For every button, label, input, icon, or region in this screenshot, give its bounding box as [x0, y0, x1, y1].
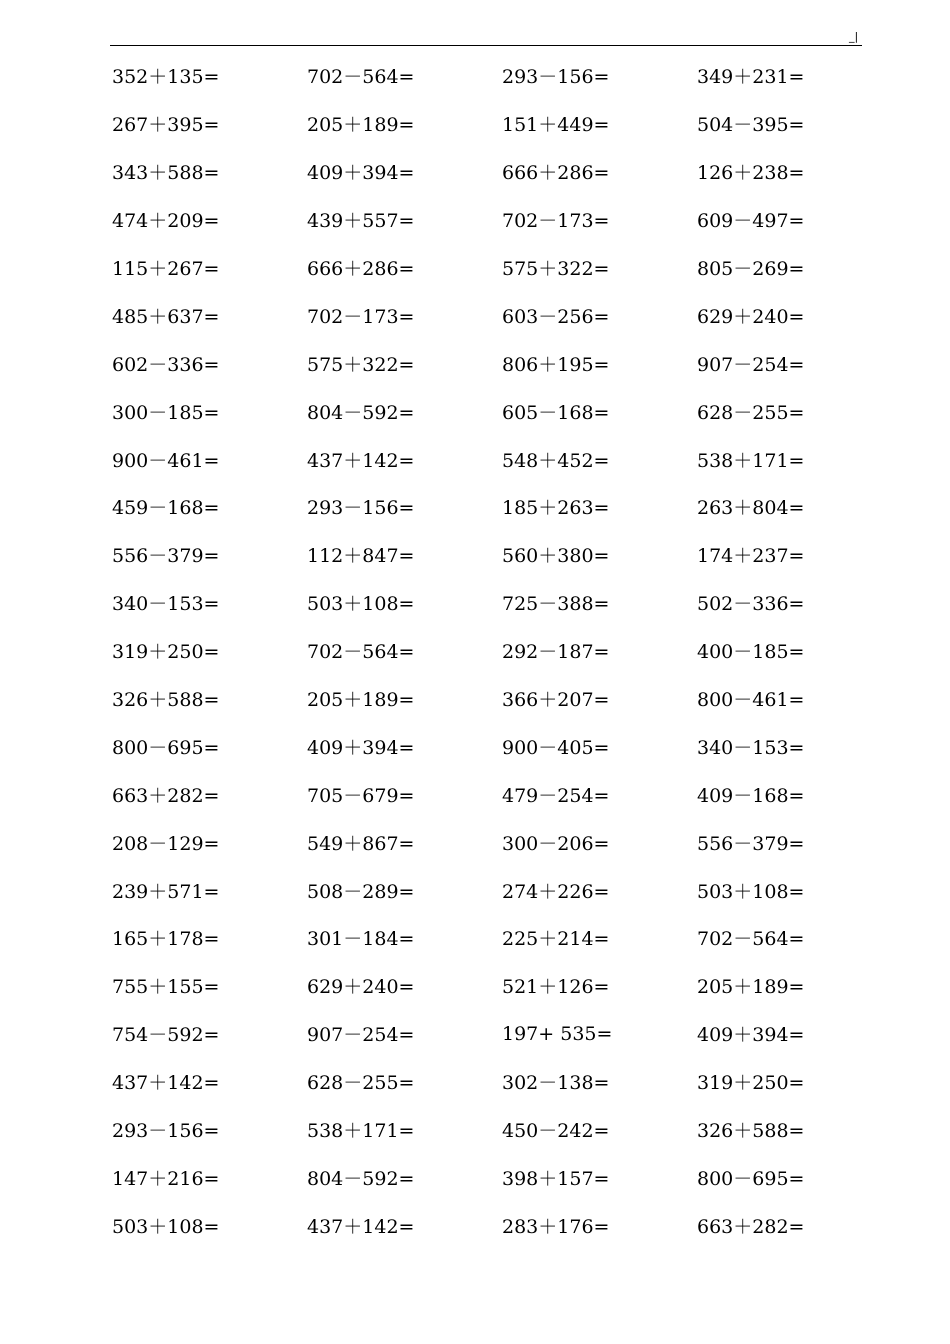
problem-row	[112, 1106, 892, 1154]
arithmetic-problem: 283＋176=	[502, 1215, 610, 1238]
problem-row	[112, 435, 892, 483]
problem-row	[112, 722, 892, 770]
arithmetic-problem: 115＋267=	[112, 258, 220, 280]
problem-row	[112, 1058, 892, 1106]
arithmetic-problem: 165＋178=	[112, 928, 220, 951]
arithmetic-problem: 800－695=	[697, 1167, 805, 1190]
problem-grid	[112, 52, 892, 1249]
arithmetic-problem: 437＋142=	[307, 1215, 415, 1238]
arithmetic-problem: 755＋155=	[112, 976, 220, 999]
problem-row	[112, 244, 892, 292]
arithmetic-problem: 301－184=	[307, 928, 415, 951]
problem-row	[112, 148, 892, 196]
problem-row	[112, 914, 892, 962]
arithmetic-problem: 629＋240=	[307, 976, 415, 999]
arithmetic-problem: 205＋189=	[307, 114, 415, 137]
arithmetic-problem: 702－564=	[307, 641, 415, 664]
arithmetic-problem: 208－129=	[112, 832, 220, 855]
arithmetic-problem: 326＋588=	[112, 689, 220, 712]
arithmetic-problem: 504－395=	[697, 114, 805, 137]
arithmetic-problem: 352＋135=	[112, 66, 220, 89]
arithmetic-problem: 900－405=	[502, 736, 610, 759]
arithmetic-problem: 705－679=	[307, 784, 415, 807]
arithmetic-problem: 197+ 535=	[502, 1022, 613, 1045]
arithmetic-problem: 575＋322=	[502, 258, 610, 280]
arithmetic-problem: 629＋240=	[697, 305, 805, 328]
arithmetic-problem: 112＋847=	[307, 545, 415, 568]
arithmetic-problem: 663＋282=	[112, 784, 220, 807]
problem-row	[112, 675, 892, 723]
header-rule	[110, 45, 862, 46]
arithmetic-problem: 400－185=	[697, 641, 805, 664]
arithmetic-problem: 805－269=	[697, 258, 805, 280]
problem-row	[112, 196, 892, 244]
arithmetic-problem: 437＋142=	[307, 449, 415, 472]
arithmetic-problem: 409＋394=	[307, 736, 415, 759]
arithmetic-problem: 800－695=	[112, 736, 220, 759]
problem-row	[112, 962, 892, 1010]
header-mark: _|	[849, 30, 859, 43]
arithmetic-problem: 274＋226=	[502, 880, 610, 903]
arithmetic-problem: 754－592=	[112, 1024, 220, 1047]
arithmetic-problem: 804－592=	[307, 1167, 415, 1190]
arithmetic-problem: 521＋126=	[502, 976, 610, 999]
arithmetic-problem: 300－185=	[112, 401, 220, 424]
arithmetic-problem: 609－497=	[697, 210, 805, 233]
arithmetic-problem: 300－206=	[502, 832, 610, 855]
problem-row	[112, 100, 892, 148]
problem-row	[112, 1153, 892, 1201]
arithmetic-problem: 485＋637=	[112, 305, 220, 328]
arithmetic-problem: 508－289=	[307, 880, 415, 903]
problem-row	[112, 770, 892, 818]
arithmetic-problem: 340－153=	[697, 736, 805, 759]
problem-row	[112, 52, 892, 100]
problem-row	[112, 1201, 892, 1249]
problem-row	[112, 339, 892, 387]
arithmetic-problem: 603－256=	[502, 305, 610, 328]
arithmetic-problem: 560＋380=	[502, 545, 610, 568]
arithmetic-problem: 907－254=	[307, 1024, 415, 1047]
arithmetic-problem: 459－168=	[112, 497, 220, 520]
arithmetic-problem: 538＋171=	[697, 449, 805, 472]
arithmetic-problem: 151＋449=	[502, 114, 610, 137]
arithmetic-problem: 556－379=	[112, 545, 220, 568]
problem-row	[112, 1010, 892, 1058]
arithmetic-problem: 267＋395=	[112, 114, 220, 137]
arithmetic-problem: 702－173=	[307, 305, 415, 328]
arithmetic-problem: 806＋195=	[502, 353, 610, 376]
arithmetic-problem: 575＋322=	[307, 353, 415, 376]
arithmetic-problem: 205＋189=	[307, 689, 415, 712]
arithmetic-problem: 437＋142=	[112, 1072, 220, 1095]
arithmetic-problem: 293－156=	[502, 66, 610, 89]
arithmetic-problem: 263＋804=	[697, 497, 805, 520]
arithmetic-problem: 349＋231=	[697, 66, 805, 89]
problem-row	[112, 531, 892, 579]
arithmetic-problem: 319＋250=	[697, 1072, 805, 1095]
problem-row	[112, 866, 892, 914]
arithmetic-problem: 549＋867=	[307, 832, 415, 855]
arithmetic-problem: 205＋189=	[697, 976, 805, 999]
arithmetic-problem: 409＋394=	[307, 162, 415, 185]
arithmetic-problem: 702－564=	[697, 928, 805, 951]
arithmetic-problem: 366＋207=	[502, 689, 610, 712]
arithmetic-problem: 900－461=	[112, 449, 220, 472]
arithmetic-problem: 326＋588=	[697, 1120, 805, 1143]
arithmetic-problem: 398＋157=	[502, 1167, 610, 1190]
problem-row	[112, 579, 892, 627]
arithmetic-problem: 292－187=	[502, 641, 610, 664]
problem-row	[112, 818, 892, 866]
arithmetic-problem: 556－379=	[697, 832, 805, 855]
arithmetic-problem: 174＋237=	[697, 545, 805, 568]
arithmetic-problem: 628－255=	[307, 1072, 415, 1095]
arithmetic-problem: 503＋108=	[307, 593, 415, 616]
arithmetic-problem: 343＋588=	[112, 162, 220, 185]
arithmetic-problem: 409－168=	[697, 784, 805, 807]
arithmetic-problem: 663＋282=	[697, 1215, 805, 1238]
arithmetic-problem: 907－254=	[697, 353, 805, 376]
arithmetic-problem: 225＋214=	[502, 928, 610, 951]
arithmetic-problem: 702－173=	[502, 210, 610, 233]
arithmetic-problem: 804－592=	[307, 401, 415, 424]
arithmetic-problem: 502－336=	[697, 593, 805, 616]
arithmetic-problem: 666＋286=	[307, 258, 415, 280]
arithmetic-problem: 538＋171=	[307, 1120, 415, 1143]
arithmetic-problem: 725－388=	[502, 593, 610, 616]
arithmetic-problem: 450－242=	[502, 1120, 610, 1143]
arithmetic-problem: 605－168=	[502, 401, 610, 424]
arithmetic-problem: 293－156=	[112, 1120, 220, 1143]
arithmetic-problem: 147＋216=	[112, 1167, 220, 1190]
arithmetic-problem: 302－138=	[502, 1072, 610, 1095]
arithmetic-problem: 293－156=	[307, 497, 415, 520]
arithmetic-problem: 666＋286=	[502, 162, 610, 185]
arithmetic-problem: 479－254=	[502, 784, 610, 807]
problem-row	[112, 483, 892, 531]
arithmetic-problem: 409＋394=	[697, 1024, 805, 1047]
arithmetic-problem: 602－336=	[112, 353, 220, 376]
arithmetic-problem: 503＋108=	[697, 880, 805, 903]
arithmetic-problem: 503＋108=	[112, 1215, 220, 1238]
problem-row	[112, 291, 892, 339]
arithmetic-problem: 474＋209=	[112, 210, 220, 233]
arithmetic-problem: 239＋571=	[112, 880, 220, 903]
arithmetic-problem: 340－153=	[112, 593, 220, 616]
arithmetic-problem: 548＋452=	[502, 449, 610, 472]
arithmetic-problem: 702－564=	[307, 66, 415, 89]
arithmetic-problem: 185＋263=	[502, 497, 610, 520]
arithmetic-problem: 319＋250=	[112, 641, 220, 664]
problem-row	[112, 387, 892, 435]
arithmetic-problem: 800－461=	[697, 689, 805, 712]
arithmetic-problem: 126＋238=	[697, 162, 805, 185]
problem-row	[112, 627, 892, 675]
arithmetic-problem: 439＋557=	[307, 210, 415, 233]
arithmetic-problem: 628－255=	[697, 401, 805, 424]
